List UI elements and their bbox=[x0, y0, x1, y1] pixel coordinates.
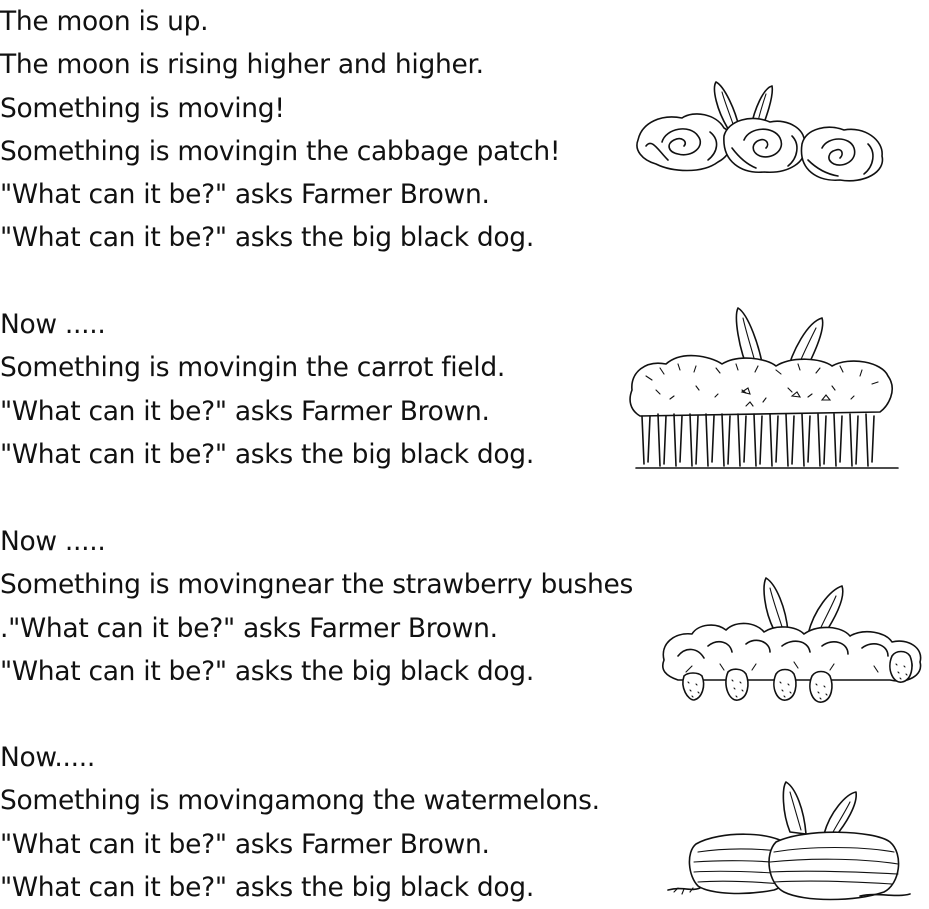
poem-line: "What can it be?" asks the big black dog. bbox=[0, 655, 534, 687]
poem-line: Something is movingin the cabbage patch! bbox=[0, 135, 561, 167]
poem-line: "What can it be?" asks Farmer Brown. bbox=[0, 179, 490, 211]
poem-line: Now ..... bbox=[0, 309, 106, 340]
stanza-watermelon bbox=[0, 736, 600, 909]
poem-line: Something is movingnear the strawberry bushes bbox=[0, 569, 633, 601]
poem-line: Something is movingin the carrot field. bbox=[0, 352, 505, 384]
rabbit-ears-in-carrots-icon bbox=[626, 306, 902, 474]
poem-line: "What can it be?" asks Farmer Brown. bbox=[0, 828, 490, 860]
poem-line: The moon is rising higher and higher. bbox=[0, 49, 484, 81]
poem-line: "What can it be?" asks the big black dog. bbox=[0, 222, 534, 254]
stanza-carrot bbox=[0, 303, 534, 476]
poem-line: "What can it be?" asks the big black dog. bbox=[0, 871, 534, 903]
rabbit-ears-in-strawberries-icon bbox=[658, 576, 929, 706]
poem-line: "What can it be?" asks Farmer Brown. bbox=[0, 395, 490, 427]
stanza-strawberry bbox=[0, 520, 633, 693]
rabbit-ears-in-cabbages-icon bbox=[632, 80, 892, 185]
poem-line: Something is moving! bbox=[0, 92, 285, 124]
poem-line: "What can it be?" asks the big black dog. bbox=[0, 438, 534, 470]
poem-line: The moon is up. bbox=[0, 6, 209, 37]
poem-line: Something is movingamong the watermelons. bbox=[0, 785, 600, 817]
poem-line: Now ..... bbox=[0, 526, 106, 557]
poem-line: Now..... bbox=[0, 742, 95, 773]
stanza-cabbage bbox=[0, 0, 560, 260]
rabbit-ears-behind-watermelons-icon bbox=[664, 780, 914, 904]
poem-line: ."What can it be?" asks Farmer Brown. bbox=[0, 612, 498, 644]
